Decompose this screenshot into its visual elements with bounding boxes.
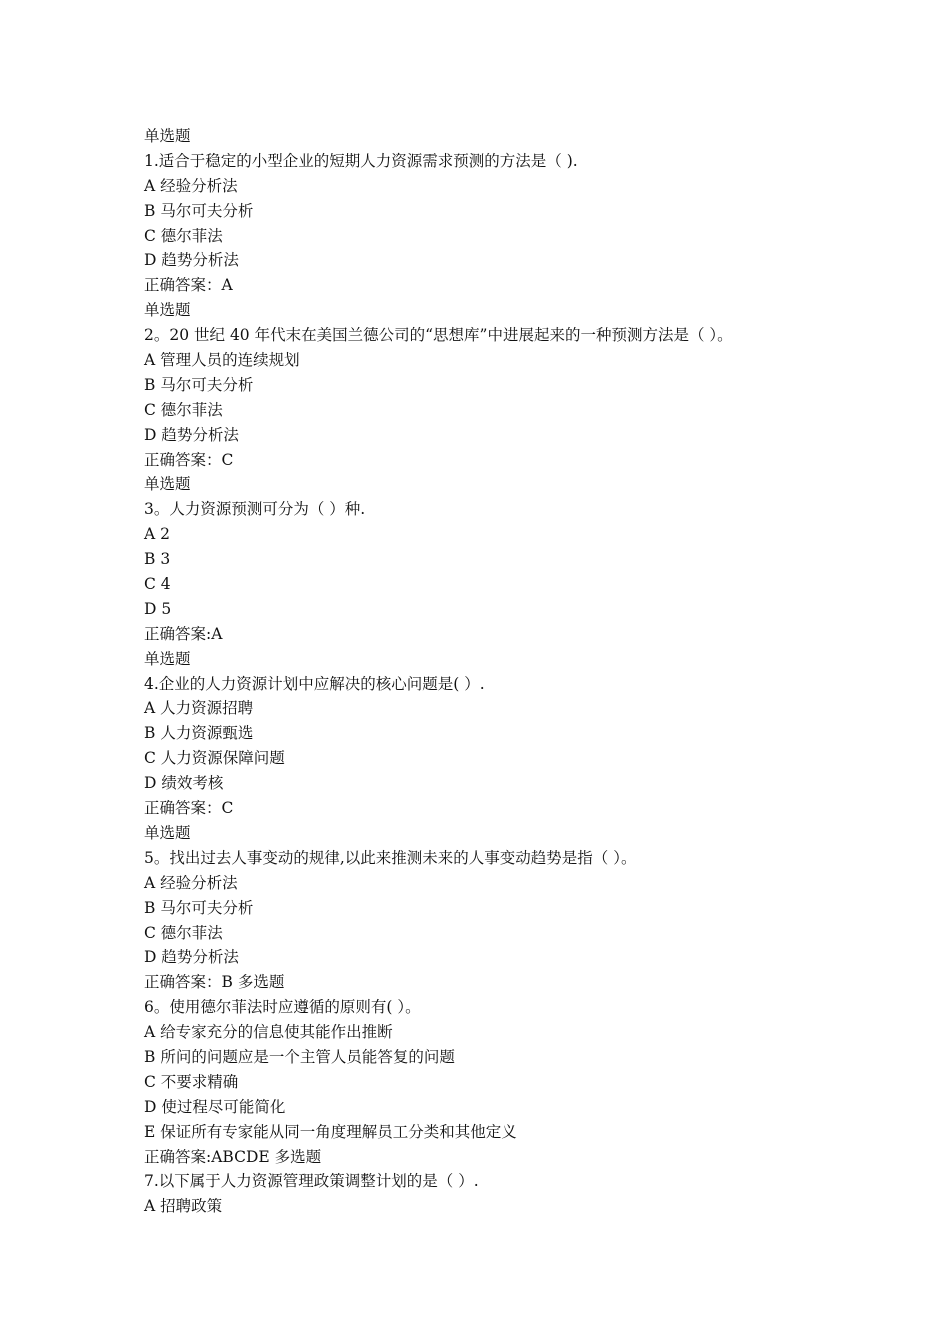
option-b: B 所问的问题应是一个主管人员能答复的问题 bbox=[144, 1047, 455, 1066]
option-b: B 马尔可夫分析 bbox=[144, 201, 254, 220]
section-label: 单选题 bbox=[144, 823, 191, 842]
question-7: 7.以下属于人力资源管理政策调整计划的是（ ）. bbox=[144, 1172, 479, 1191]
question-5: 5。找出过去人事变动的规律,以此来推测未来的人事变动趋势是指（ ）。 bbox=[144, 848, 637, 867]
option-c: C 人力资源保障问题 bbox=[144, 749, 285, 768]
answer-1: 正确答案：A bbox=[144, 276, 233, 295]
option-a: A 经验分析法 bbox=[144, 176, 238, 195]
answer-4: 正确答案：C bbox=[144, 799, 234, 818]
option-e: E 保证所有专家能从同一角度理解员工分类和其他定义 bbox=[144, 1122, 517, 1141]
option-d: D 5 bbox=[144, 599, 172, 618]
question-6: 6。使用德尔菲法时应遵循的原则有( ）。 bbox=[144, 998, 421, 1017]
option-b: B 3 bbox=[144, 550, 171, 569]
option-a: A 给专家充分的信息使其能作出推断 bbox=[144, 1023, 393, 1042]
option-d: D 趋势分析法 bbox=[144, 425, 239, 444]
option-b: B 人力资源甄选 bbox=[144, 724, 254, 743]
question-2: 2。20 世纪 40 年代末在美国兰德公司的“思想库”中进展起来的一种预测方法是（ ）。 bbox=[144, 326, 733, 345]
option-a: A 招聘政策 bbox=[144, 1197, 223, 1216]
option-d: D 使过程尽可能简化 bbox=[144, 1097, 286, 1116]
question-4: 4.企业的人力资源计划中应解决的核心问题是( ）. bbox=[144, 674, 485, 693]
document-body bbox=[144, 124, 844, 1219]
section-label: 单选题 bbox=[144, 127, 191, 145]
section-label: 单选题 bbox=[144, 475, 191, 494]
option-a: A 人力资源招聘 bbox=[144, 699, 254, 718]
option-b: B 马尔可夫分析 bbox=[144, 375, 254, 394]
option-a: A 管理人员的连续规划 bbox=[144, 351, 300, 370]
option-a: A 2 bbox=[144, 525, 170, 544]
answer-5: 正确答案：B 多选题 bbox=[144, 973, 285, 992]
option-a: A 经验分析法 bbox=[144, 873, 238, 892]
option-c: C 德尔菲法 bbox=[144, 923, 223, 942]
question-3: 3。人力资源预测可分为（ ）种. bbox=[144, 500, 366, 519]
question-1: 1.适合于稳定的小型企业的短期人力资源需求预测的方法是（ ). bbox=[144, 151, 578, 170]
option-b: B 马尔可夫分析 bbox=[144, 898, 254, 917]
option-c: C 德尔菲法 bbox=[144, 400, 223, 419]
option-d: D 趋势分析法 bbox=[144, 251, 239, 270]
option-c: C 不要求精确 bbox=[144, 1072, 239, 1091]
option-c: C 4 bbox=[144, 575, 171, 594]
answer-2: 正确答案：C bbox=[144, 450, 234, 469]
section-label: 单选题 bbox=[144, 649, 191, 668]
answer-6: 正确答案:ABCDE 多选题 bbox=[144, 1147, 322, 1166]
section-label: 单选题 bbox=[144, 301, 191, 320]
option-d: D 绩效考核 bbox=[144, 774, 224, 793]
option-c: C 德尔菲法 bbox=[144, 226, 223, 245]
option-d: D 趋势分析法 bbox=[144, 948, 239, 967]
answer-3: 正确答案:A bbox=[144, 624, 223, 643]
